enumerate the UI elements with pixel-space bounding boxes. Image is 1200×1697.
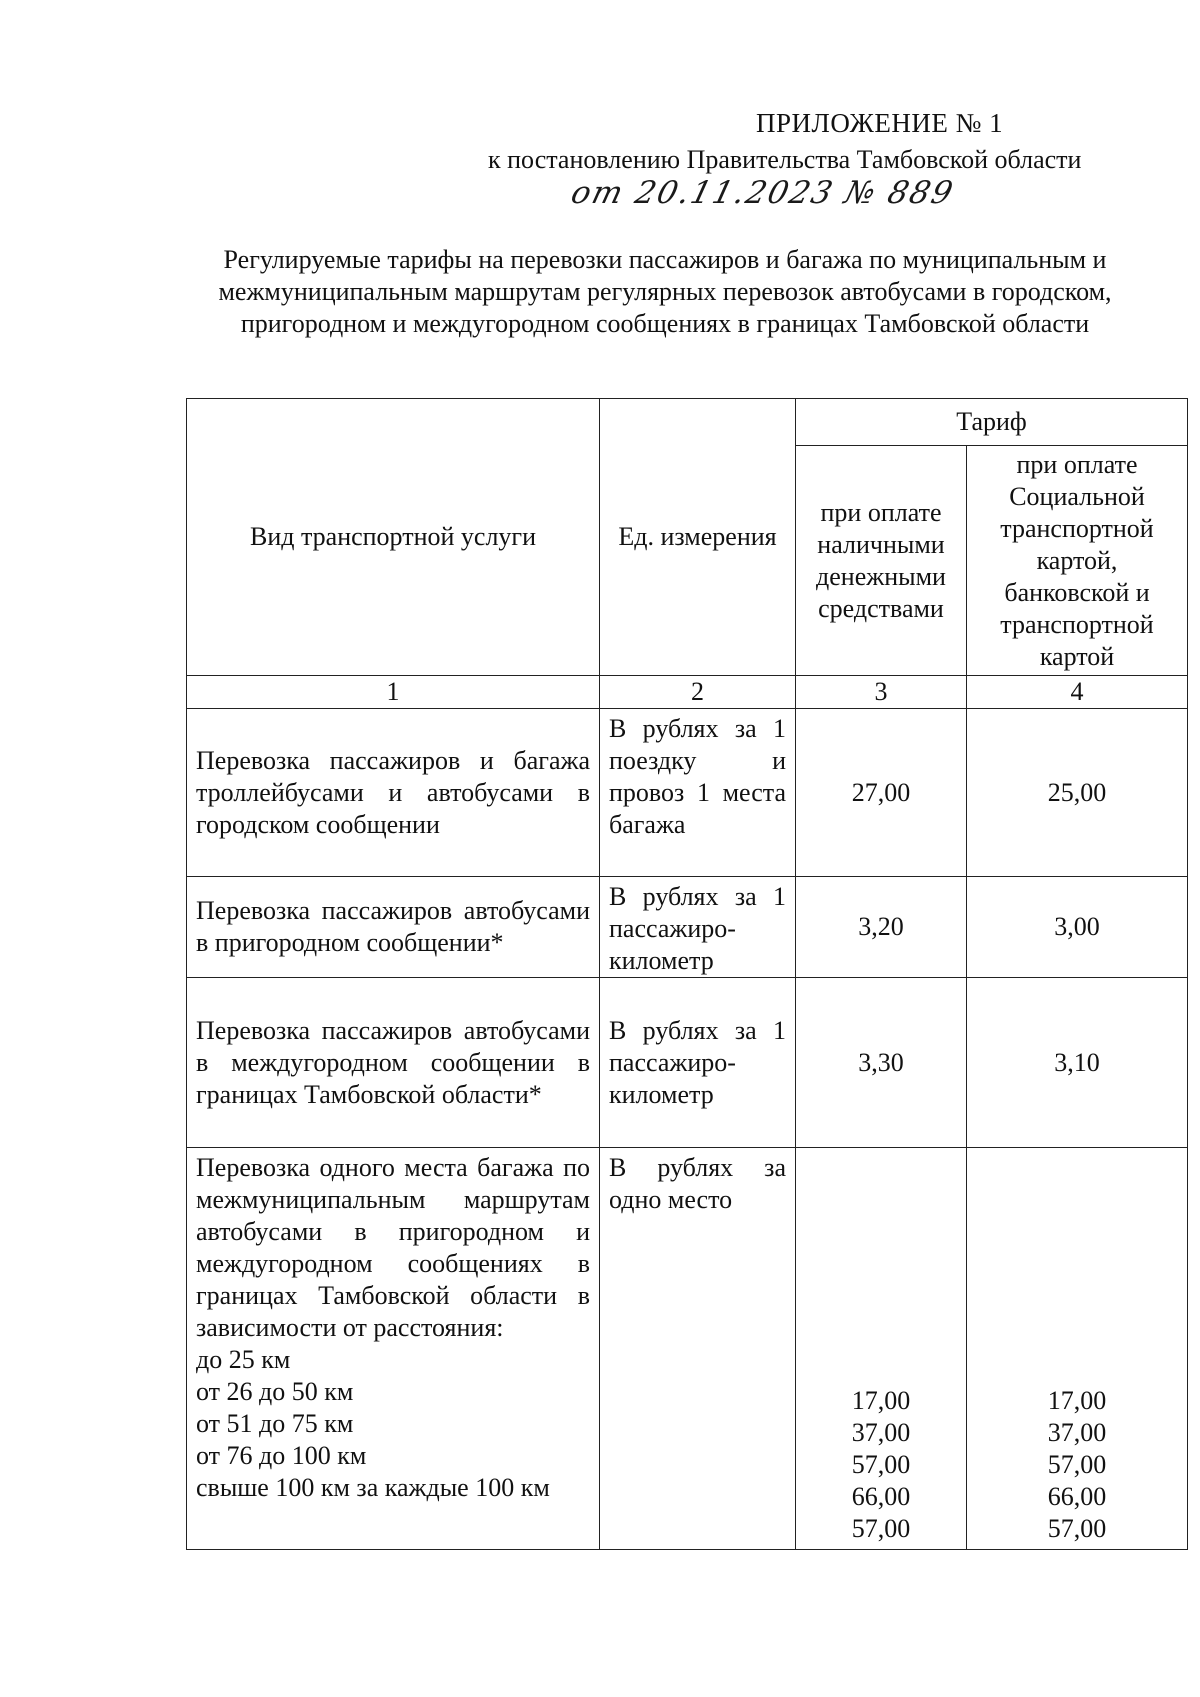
- baggage-service-cell: [187, 1148, 600, 1550]
- cash-tariff-cell: 27,00: [796, 709, 967, 877]
- card-tariff-cell: 3,00: [967, 877, 1188, 978]
- cash-tariff-cell: 3,30: [796, 978, 967, 1148]
- unit-cell: В рублях за 1 пассажиро-километр: [600, 877, 796, 978]
- card-tariff-cell: 3,10: [967, 978, 1188, 1148]
- cash-tariff-value: 17,00: [851, 1386, 911, 1415]
- card-tariff-value: 57,00: [1047, 1450, 1107, 1479]
- baggage-cash-cell: [796, 1148, 967, 1550]
- baggage-unit-cell: В рублях за одно место: [600, 1148, 796, 1550]
- baggage-row: [187, 1148, 1188, 1550]
- distance-label: от 51 до 75 км: [196, 1409, 354, 1438]
- baggage-service-text: Перевозка одного места багажа по межмуниципальным маршрутам автобусами в пригородном и междугородном сообщениях в границах Тамбовской области в зависимости от расстояния:: [196, 1153, 590, 1342]
- cash-tariff-value: 57,00: [851, 1450, 911, 1479]
- distance-label: от 76 до 100 км: [196, 1441, 367, 1470]
- column-number: 3: [796, 676, 967, 709]
- table-row: [187, 978, 1188, 1148]
- document-title: Регулируемые тарифы на перевозки пассажиров и багажа по муниципальным и межмуниципальным маршрутам регулярных перевозок автобусами в городском, пригородном и междугородном сообщениях в границах Тамбовской области: [218, 245, 1112, 338]
- service-cell: Перевозка пассажиров автобусами в междугородном сообщении в границах Тамбовской области*: [187, 978, 600, 1148]
- table-row: [187, 877, 1188, 978]
- tariff-table: [186, 398, 1188, 1550]
- cash-tariff-value: 57,00: [851, 1514, 911, 1543]
- header-unit: Ед. измерения: [600, 399, 796, 676]
- unit-cell: В рублях за 1 поездку и провоз 1 места багажа: [600, 709, 796, 877]
- column-number: 1: [187, 676, 600, 709]
- card-tariff-value: 66,00: [1047, 1482, 1107, 1511]
- distance-label: от 26 до 50 км: [196, 1377, 354, 1406]
- column-number: 4: [967, 676, 1188, 709]
- card-tariff-value: 17,00: [1047, 1386, 1107, 1415]
- cash-tariff-cell: 3,20: [796, 877, 967, 978]
- card-tariff-value: 37,00: [1047, 1418, 1107, 1447]
- header-card: при оплате Социальной транспортной картой, банковской и транспортной картой: [967, 446, 1188, 676]
- cash-tariff-value: 37,00: [851, 1418, 911, 1447]
- cash-tariff-value: 66,00: [851, 1482, 911, 1511]
- service-cell: Перевозка пассажиров и багажа троллейбусами и автобусами в городском сообщении: [187, 709, 600, 877]
- header-tariff: Тариф: [796, 399, 1188, 446]
- header-service: Вид транспортной услуги: [187, 399, 600, 676]
- card-tariff-cell: 25,00: [967, 709, 1188, 877]
- distance-label: свыше 100 км за каждые 100 км: [196, 1473, 550, 1502]
- appendix-title: ПРИЛОЖЕНИЕ № 1: [756, 108, 1004, 138]
- service-cell: Перевозка пассажиров автобусами в пригородном сообщении*: [187, 877, 600, 978]
- appendix-subtitle: к постановлению Правительства Тамбовской области: [488, 145, 1082, 174]
- column-number: 2: [600, 676, 796, 709]
- table-row: [187, 709, 1188, 877]
- baggage-card-cell: [967, 1148, 1188, 1550]
- distance-list: [196, 1344, 590, 1504]
- card-tariff-value: 57,00: [1047, 1514, 1107, 1543]
- unit-cell: В рублях за 1 пассажиро-километр: [600, 978, 796, 1148]
- handwritten-date-number: от 20.11.2023 № 889: [567, 175, 959, 211]
- distance-label: до 25 км: [196, 1345, 291, 1374]
- header-cash: при оплате наличными денежными средствами: [796, 446, 967, 676]
